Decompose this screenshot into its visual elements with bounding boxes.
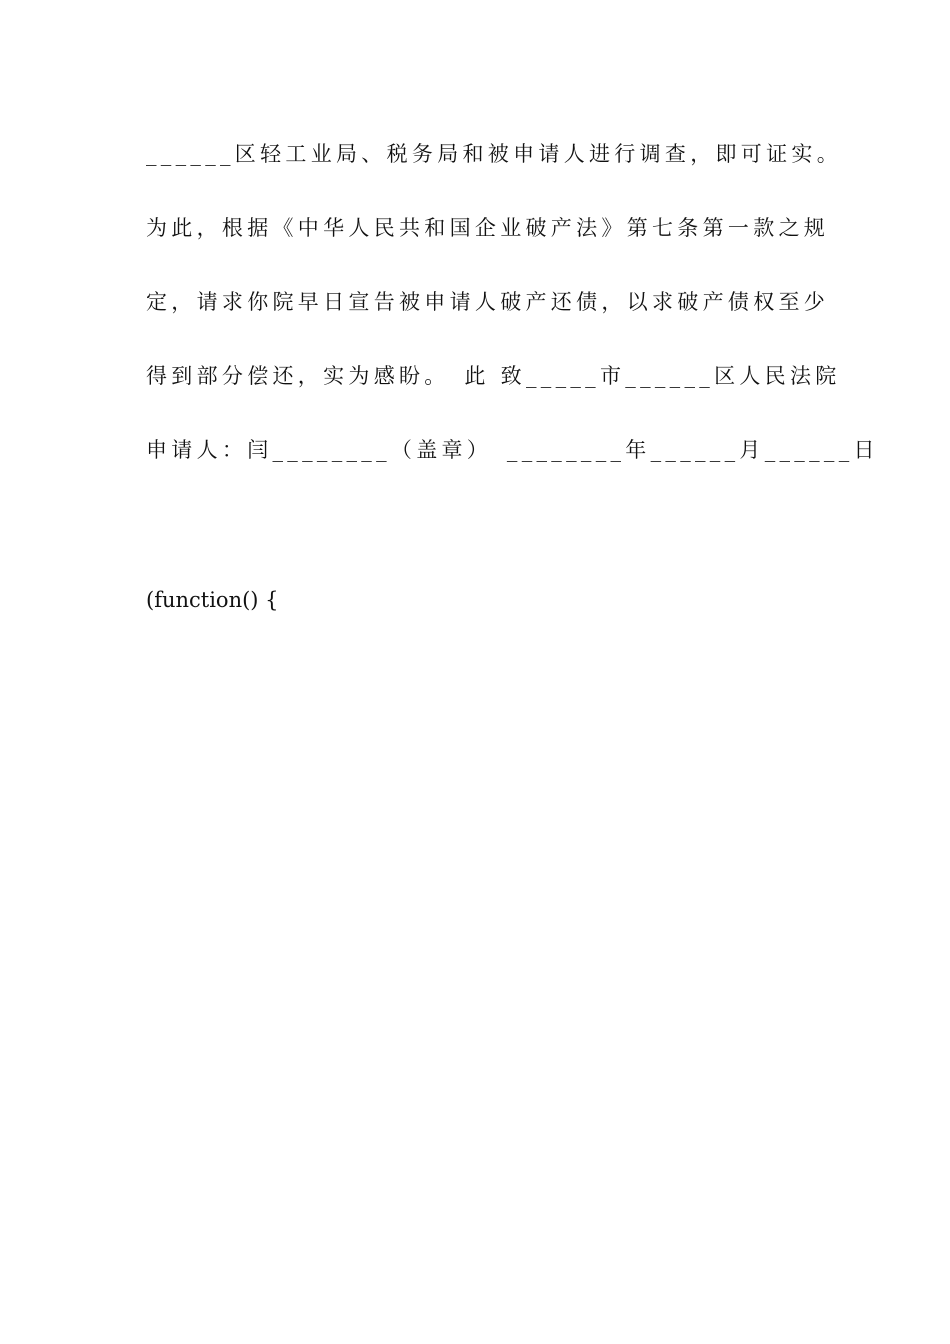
applicant-signature-line: 申请人：闫________（盖章） ________年______月______日 bbox=[146, 438, 879, 462]
paragraph-line-3: 定，请求你院早日宣告被申请人破产还债，以求破产债权至少 bbox=[146, 290, 830, 314]
code-fragment: (function() { bbox=[146, 588, 279, 612]
paragraph-line-2: 为此，根据《中华人民共和国企业破产法》第七条第一款之规 bbox=[146, 216, 830, 240]
body-text bbox=[146, 134, 879, 504]
paragraph-line-4: 得到部分偿还，实为感盼。 此 致_____市______区人民法院 bbox=[146, 364, 841, 388]
paragraph-line-1: ______区轻工业局、税务局和被申请人进行调查，即可证实。 bbox=[146, 142, 842, 166]
